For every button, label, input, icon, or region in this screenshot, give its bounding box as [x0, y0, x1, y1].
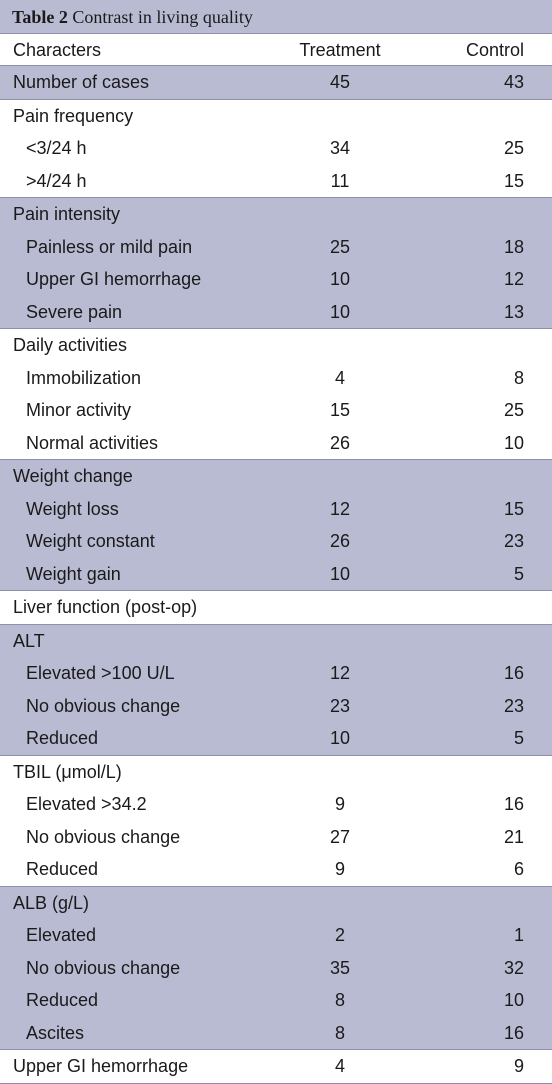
treatment-value: 12 [329, 498, 351, 519]
row-label: Weight loss [26, 498, 119, 519]
row-label: Elevated >34.2 [26, 794, 147, 814]
table-row [0, 460, 552, 493]
treatment-value [272, 887, 408, 920]
table-number: Table 2 [12, 7, 68, 27]
control-value: 32 [503, 957, 524, 978]
table-title: Contrast in living quality [72, 7, 253, 27]
row-label: Elevated >100 U/L [26, 663, 175, 683]
control-value: 43 [503, 72, 524, 92]
row-label: Liver function (post-op) [13, 597, 198, 617]
row-label: No obvious change [26, 957, 181, 978]
table-row [0, 1050, 552, 1083]
control-value: 25 [503, 138, 524, 158]
table-caption [0, 0, 552, 34]
table-row [0, 165, 552, 198]
row-label: Reduced [26, 859, 99, 879]
table-header [0, 34, 552, 66]
table-row [0, 296, 552, 329]
table-row [0, 722, 552, 755]
treatment-value [272, 625, 408, 658]
table-body [0, 66, 552, 1084]
treatment-value: 10 [329, 728, 351, 748]
row-group [0, 756, 552, 887]
treatment-value: 10 [329, 301, 351, 322]
treatment-value: 4 [334, 367, 345, 388]
treatment-value: 27 [329, 826, 351, 847]
treatment-value [272, 100, 408, 133]
row-label: <3/24 h [26, 138, 87, 158]
treatment-value: 9 [334, 859, 345, 879]
table-row [0, 919, 552, 952]
table-row [0, 329, 552, 362]
control-value [408, 329, 552, 362]
table-row [0, 591, 552, 624]
row-group [0, 1050, 552, 1084]
table-row [0, 788, 552, 821]
treatment-value: 8 [334, 1022, 345, 1043]
treatment-value: 4 [334, 1056, 345, 1076]
control-value [408, 625, 552, 658]
row-label: Number of cases [13, 72, 150, 92]
treatment-value [272, 198, 408, 231]
treatment-value: 10 [329, 563, 351, 584]
control-value [408, 198, 552, 231]
table-row [0, 984, 552, 1017]
control-value: 23 [503, 695, 524, 716]
control-value: 21 [503, 826, 524, 847]
table-row [0, 821, 552, 854]
table-row [0, 657, 552, 690]
treatment-value: 2 [334, 925, 345, 945]
control-value: 5 [513, 728, 524, 748]
row-label: No obvious change [26, 826, 181, 847]
row-label: Ascites [26, 1022, 85, 1043]
table-row [0, 198, 552, 231]
row-label: Elevated [26, 925, 97, 945]
treatment-value: 10 [329, 269, 351, 289]
row-group [0, 198, 552, 329]
row-group [0, 66, 552, 100]
treatment-value: 9 [334, 794, 345, 814]
treatment-value: 35 [329, 957, 351, 978]
row-label: Painless or mild pain [26, 236, 193, 257]
row-label: Daily activities [13, 335, 128, 355]
row-label: ALT [13, 630, 45, 651]
table-row [0, 525, 552, 558]
table-row [0, 394, 552, 427]
table-row [0, 231, 552, 264]
control-value [408, 460, 552, 493]
table-row [0, 362, 552, 395]
table-row [0, 427, 552, 460]
control-value: 5 [513, 563, 524, 584]
header-characters: Characters [13, 40, 102, 60]
table-row [0, 132, 552, 165]
row-label: Upper GI hemorrhage [13, 1056, 189, 1076]
control-value: 6 [513, 859, 524, 879]
control-value: 13 [503, 301, 524, 322]
row-group [0, 591, 552, 625]
treatment-value: 12 [329, 663, 351, 683]
treatment-value: 23 [329, 695, 351, 716]
row-group [0, 887, 552, 1051]
control-value: 16 [503, 1022, 524, 1043]
control-value [408, 591, 552, 624]
control-value: 16 [503, 794, 524, 814]
control-value: 25 [503, 400, 524, 420]
table-row [0, 625, 552, 658]
control-value [408, 887, 552, 920]
table-row [0, 756, 552, 789]
row-label: >4/24 h [26, 170, 87, 191]
treatment-value: 34 [329, 138, 351, 158]
row-label: Upper GI hemorrhage [26, 269, 202, 289]
row-label: ALB (g/L) [13, 892, 90, 913]
treatment-value: 8 [334, 990, 345, 1010]
row-label: Pain intensity [13, 204, 121, 224]
control-value: 15 [503, 170, 524, 191]
row-label: Immobilization [26, 367, 142, 388]
row-label: Reduced [26, 728, 99, 748]
row-group [0, 100, 552, 199]
treatment-value: 26 [329, 531, 351, 551]
control-value: 12 [503, 269, 524, 289]
control-value: 16 [503, 663, 524, 683]
treatment-value [272, 756, 408, 789]
control-value [408, 100, 552, 133]
table-row [0, 887, 552, 920]
table-row [0, 1017, 552, 1050]
table-row [0, 690, 552, 723]
control-value: 1 [513, 925, 524, 945]
control-value [408, 756, 552, 789]
row-label: Normal activities [26, 432, 159, 453]
header-control: Control [465, 40, 524, 60]
row-label: Reduced [26, 990, 99, 1010]
row-label: No obvious change [26, 695, 181, 716]
control-value: 10 [503, 432, 524, 453]
row-label: Severe pain [26, 301, 123, 322]
control-value: 9 [513, 1056, 524, 1076]
treatment-value [272, 591, 408, 624]
row-label: TBIL (μmol/L) [13, 761, 122, 782]
control-value: 18 [503, 236, 524, 257]
row-group [0, 329, 552, 460]
treatment-value: 45 [329, 72, 351, 92]
header-treatment: Treatment [299, 40, 381, 60]
table-row [0, 66, 552, 99]
table-row [0, 952, 552, 985]
table-row [0, 100, 552, 133]
row-group [0, 460, 552, 591]
treatment-value: 25 [329, 236, 351, 257]
treatment-value: 26 [329, 432, 351, 453]
table-row [0, 263, 552, 296]
row-group [0, 625, 552, 756]
row-label: Pain frequency [13, 105, 134, 126]
treatment-value: 11 [330, 170, 350, 191]
control-value: 8 [513, 367, 524, 388]
row-label: Weight gain [26, 563, 121, 584]
treatment-value [272, 460, 408, 493]
row-label: Minor activity [26, 400, 132, 420]
row-label: Weight change [13, 466, 133, 486]
treatment-value: 15 [329, 400, 351, 420]
control-value: 15 [503, 498, 524, 519]
control-value: 10 [503, 990, 524, 1010]
table-row [0, 493, 552, 526]
table-row [0, 558, 552, 591]
table-row [0, 853, 552, 886]
control-value: 23 [503, 531, 524, 551]
row-label: Weight constant [26, 531, 155, 551]
treatment-value [272, 329, 408, 362]
